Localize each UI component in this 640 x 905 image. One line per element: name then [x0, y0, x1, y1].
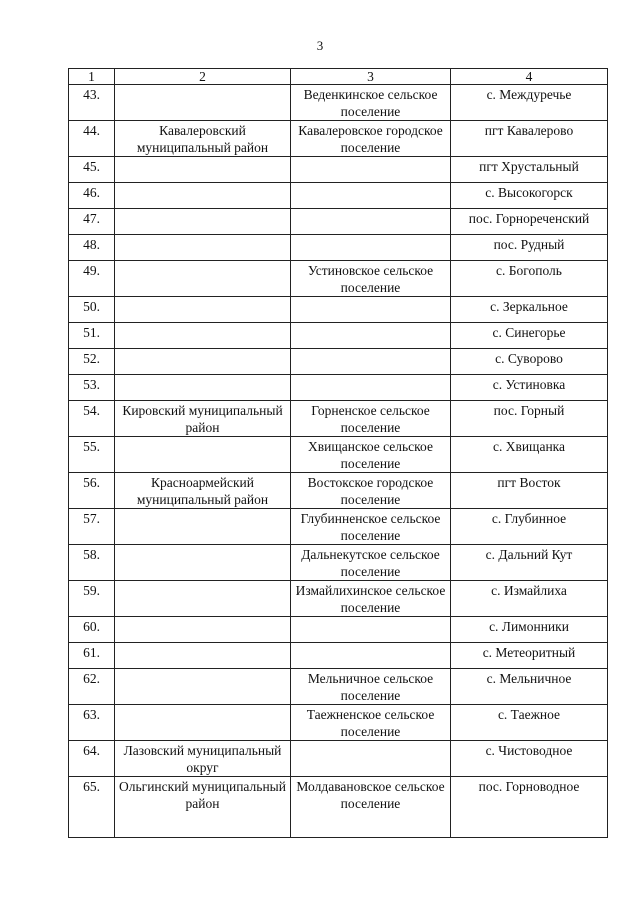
- settlement-cell: Дальнекутское сельское поселение: [291, 545, 451, 581]
- row-number: 60.: [69, 617, 115, 643]
- settlement-cell: [291, 741, 451, 777]
- settlement-cell: Кавалеровское городское поселение: [291, 121, 451, 157]
- row-number: 49.: [69, 261, 115, 297]
- table-row: [69, 669, 608, 705]
- table-row: [69, 643, 608, 669]
- table-row: [69, 509, 608, 545]
- locality-cell: с. Междуречье: [451, 85, 608, 121]
- district-cell: [115, 617, 291, 643]
- locality-cell: с. Дальний Кут: [451, 545, 608, 581]
- table-row: [69, 437, 608, 473]
- table-row: [69, 401, 608, 437]
- locality-cell: пос. Горнореченский: [451, 209, 608, 235]
- locality-cell: с. Лимонники: [451, 617, 608, 643]
- district-cell: [115, 643, 291, 669]
- header-col-1: 1: [69, 69, 115, 85]
- district-cell: [115, 669, 291, 705]
- table-row: [69, 157, 608, 183]
- settlement-cell: Горненское сельское поселение: [291, 401, 451, 437]
- settlement-cell: Таежненское сельское поселение: [291, 705, 451, 741]
- district-cell: [115, 297, 291, 323]
- settlement-cell: [291, 183, 451, 209]
- table-row: [69, 545, 608, 581]
- row-number: 44.: [69, 121, 115, 157]
- table-row: [69, 121, 608, 157]
- row-number: 55.: [69, 437, 115, 473]
- district-cell: [115, 349, 291, 375]
- locality-cell: с. Таежное: [451, 705, 608, 741]
- row-number: 54.: [69, 401, 115, 437]
- locality-cell: пгт Хрустальный: [451, 157, 608, 183]
- row-number: 53.: [69, 375, 115, 401]
- row-number: 46.: [69, 183, 115, 209]
- district-cell: [115, 235, 291, 261]
- row-number: 43.: [69, 85, 115, 121]
- district-cell: Красноармейский муниципальный район: [115, 473, 291, 509]
- row-number: 58.: [69, 545, 115, 581]
- settlement-cell: [291, 375, 451, 401]
- locality-cell: пос. Горноводное: [451, 777, 608, 838]
- locality-cell: пос. Горный: [451, 401, 608, 437]
- district-cell: [115, 375, 291, 401]
- header-col-4: 4: [451, 69, 608, 85]
- row-number: 50.: [69, 297, 115, 323]
- row-number: 45.: [69, 157, 115, 183]
- table-row: [69, 235, 608, 261]
- settlement-cell: [291, 349, 451, 375]
- settlement-cell: Хвищанское сельское поселение: [291, 437, 451, 473]
- locality-cell: пгт Восток: [451, 473, 608, 509]
- locality-cell: с. Метеоритный: [451, 643, 608, 669]
- table-row: [69, 473, 608, 509]
- settlement-cell: Устиновское сельское поселение: [291, 261, 451, 297]
- district-cell: [115, 323, 291, 349]
- table-row: [69, 617, 608, 643]
- settlement-cell: Веденкинское сельское поселение: [291, 85, 451, 121]
- locality-cell: с. Суворово: [451, 349, 608, 375]
- settlements-table: [68, 68, 608, 838]
- settlement-cell: Молдавановское сельское поселение: [291, 777, 451, 838]
- locality-cell: с. Мельничное: [451, 669, 608, 705]
- table-row: [69, 261, 608, 297]
- header-col-3: 3: [291, 69, 451, 85]
- row-number: 57.: [69, 509, 115, 545]
- settlement-cell: [291, 235, 451, 261]
- locality-cell: с. Хвищанка: [451, 437, 608, 473]
- row-number: 51.: [69, 323, 115, 349]
- settlement-cell: Востокское городское поселение: [291, 473, 451, 509]
- table-row: [69, 375, 608, 401]
- locality-cell: с. Глубинное: [451, 509, 608, 545]
- row-number: 64.: [69, 741, 115, 777]
- table-row: [69, 777, 608, 838]
- settlement-cell: [291, 157, 451, 183]
- district-cell: Лазовский муниципальный округ: [115, 741, 291, 777]
- locality-cell: пгт Кавалерово: [451, 121, 608, 157]
- row-number: 61.: [69, 643, 115, 669]
- settlement-cell: Измайлихинское сельское поселение: [291, 581, 451, 617]
- table-header-row: [69, 69, 608, 85]
- table-row: [69, 581, 608, 617]
- district-cell: [115, 581, 291, 617]
- district-cell: [115, 261, 291, 297]
- district-cell: [115, 183, 291, 209]
- district-cell: [115, 85, 291, 121]
- table-row: [69, 297, 608, 323]
- table-row: [69, 349, 608, 375]
- row-number: 62.: [69, 669, 115, 705]
- settlement-cell: [291, 323, 451, 349]
- district-cell: Кировский муниципальный район: [115, 401, 291, 437]
- row-number: 48.: [69, 235, 115, 261]
- district-cell: Кавалеровский муниципальный район: [115, 121, 291, 157]
- locality-cell: с. Синегорье: [451, 323, 608, 349]
- district-cell: [115, 545, 291, 581]
- row-number: 52.: [69, 349, 115, 375]
- district-cell: [115, 209, 291, 235]
- district-cell: [115, 705, 291, 741]
- settlement-cell: [291, 209, 451, 235]
- district-cell: Ольгинский муниципальный район: [115, 777, 291, 838]
- settlement-cell: [291, 297, 451, 323]
- settlement-cell: Мельничное сельское поселение: [291, 669, 451, 705]
- locality-cell: с. Зеркальное: [451, 297, 608, 323]
- locality-cell: с. Высокогорск: [451, 183, 608, 209]
- settlement-cell: [291, 617, 451, 643]
- row-number: 63.: [69, 705, 115, 741]
- district-cell: [115, 157, 291, 183]
- table-row: [69, 183, 608, 209]
- locality-cell: с. Устиновка: [451, 375, 608, 401]
- locality-cell: с. Богополь: [451, 261, 608, 297]
- row-number: 56.: [69, 473, 115, 509]
- row-number: 47.: [69, 209, 115, 235]
- locality-cell: с. Измайлиха: [451, 581, 608, 617]
- settlement-cell: Глубинненское сельское поселение: [291, 509, 451, 545]
- locality-cell: с. Чистоводное: [451, 741, 608, 777]
- header-col-2: 2: [115, 69, 291, 85]
- page-number: 3: [316, 38, 324, 53]
- district-cell: [115, 509, 291, 545]
- table-row: [69, 209, 608, 235]
- settlement-cell: [291, 643, 451, 669]
- table-row: [69, 323, 608, 349]
- table-row: [69, 741, 608, 777]
- district-cell: [115, 437, 291, 473]
- row-number: 65.: [69, 777, 115, 838]
- table-row: [69, 85, 608, 121]
- table-row: [69, 705, 608, 741]
- locality-cell: пос. Рудный: [451, 235, 608, 261]
- row-number: 59.: [69, 581, 115, 617]
